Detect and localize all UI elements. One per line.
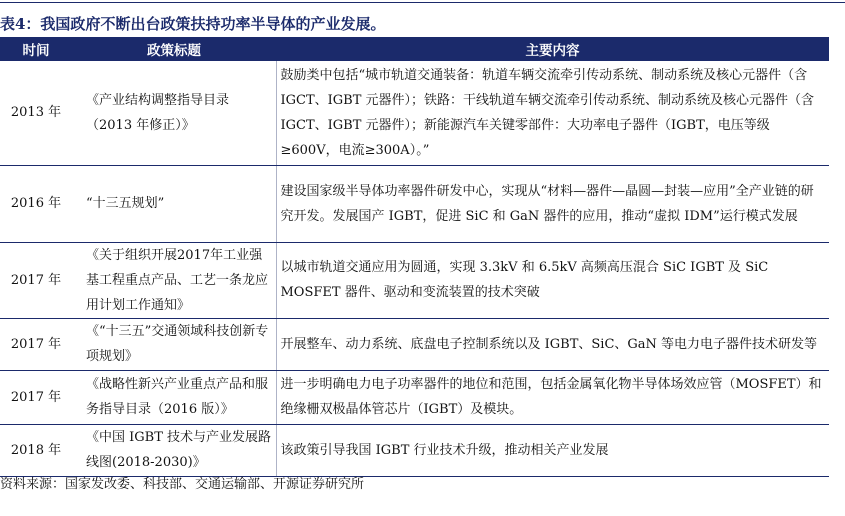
row-content: 建设国家级半导体功率器件研发中心，实现从“材料—器件—晶圆—封装—应用”全产业链的研究开发。发展国产 IGBT，促进 SiC 和 GaN 器件的应用，推动“虚拟 IDM”运行模式发展: [276, 165, 829, 242]
source-note: 资料来源：国家发改委、科技部、交通运输部、开源证券研究所: [0, 477, 365, 492]
row-content: 开展整车、动力系统、底盘电子控制系统以及 IGBT、SiC、GaN 等电力电子器件技术研发等: [276, 318, 829, 370]
row-policy-title: 《产业结构调整指导目录（2013 年修正）》: [72, 61, 276, 165]
row-policy-title: “十三五规划”: [72, 165, 276, 242]
row-year: 2018 年: [0, 424, 72, 476]
row-year: 2016 年: [0, 165, 72, 242]
table-row: [0, 242, 829, 318]
row-policy-title: 《中国 IGBT 技术与产业发展路线图(2018-2030)》: [72, 424, 276, 476]
table-row: [0, 165, 829, 242]
row-content: 进一步明确电力电子功率器件的地位和范围，包括金属氧化物半导体场效应管（MOSFET）和绝缘栅双极晶体管芯片（IGBT）及模块。: [276, 370, 829, 424]
header-content: 主要内容: [276, 37, 829, 61]
table-row: [0, 424, 829, 476]
row-year: 2017 年: [0, 242, 72, 318]
top-rule: [0, 2, 845, 3]
row-content: 鼓励类中包括“城市轨道交通装备：轨道车辆交流牵引传动系统、制动系统及核心元器件（含 IGCT、IGBT 元器件）；铁路：干线轨道车辆交流牵引传动系统、制动系统及核心元器件（含 IGCT、IGBT 元器件）；新能源汽车关键零部件：大功率电子器件（IGBT，电压等级≥600V，电流≥300A）。”: [276, 61, 829, 165]
table-title: 表4：我国政府不断出台政策扶持功率半导体的产业发展。: [0, 15, 386, 33]
row-year: 2013 年: [0, 61, 72, 165]
row-year: 2017 年: [0, 318, 72, 370]
header-time: 时间: [0, 37, 72, 61]
table-header-row: [0, 37, 829, 61]
row-year: 2017 年: [0, 370, 72, 424]
table-row: [0, 61, 829, 165]
header-policy-title: 政策标题: [72, 37, 276, 61]
row-policy-title: 《战略性新兴产业重点产品和服务指导目录（2016 版）》: [72, 370, 276, 424]
row-content: 该政策引导我国 IGBT 行业技术升级，推动相关产业发展: [276, 424, 829, 476]
policy-table: [0, 37, 829, 477]
table-row: [0, 318, 829, 370]
table-row: [0, 370, 829, 424]
row-content: 以城市轨道交通应用为圆通，实现 3.3kV 和 6.5kV 高频高压混合 SiC IGBT 及 SiC MOSFET 器件、驱动和变流装置的技术突破: [276, 242, 829, 318]
row-policy-title: 《“十三五”交通领域科技创新专项规划》: [72, 318, 276, 370]
row-policy-title: 《关于组织开展2017年工业强基工程重点产品、工艺一条龙应用计划工作通知》: [72, 242, 276, 318]
